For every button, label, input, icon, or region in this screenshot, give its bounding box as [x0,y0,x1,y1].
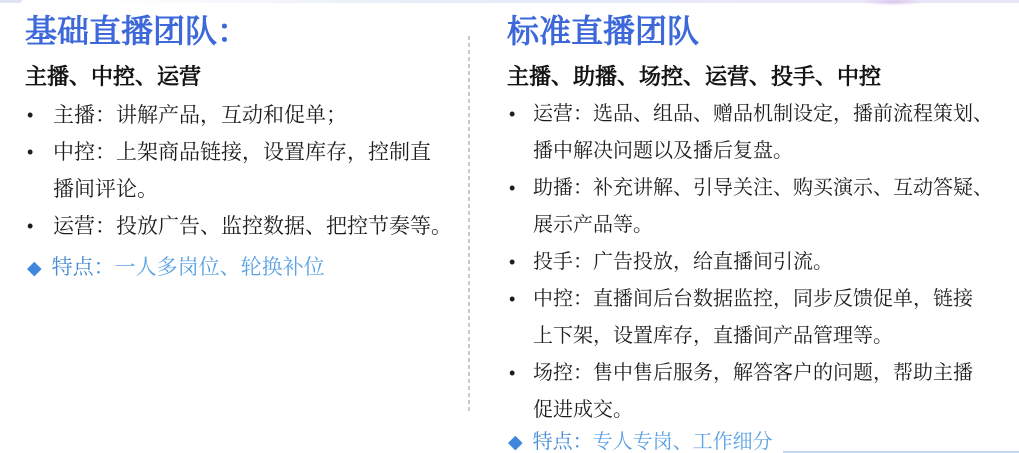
bullet-line: 运营：选品、组品、赠品机制设定，播前流程策划、 [533,103,993,125]
bullet-line: 场控：售中售后服务，解答客户的问题，帮助主播 [533,362,973,384]
feature-value: 专人专岗、工作细分 [592,431,773,453]
bullet-line: 促进成交。 [533,399,633,421]
bullet-item [507,96,1007,170]
left-feature-row [25,253,461,284]
bullet-dot-icon: • [27,142,34,162]
left-bullet-list [25,97,461,245]
bullet-line: 中控：上架商品链接，设置库存，控制直 [53,141,431,164]
top-purple-smudge-artifact [862,0,924,6]
bullet-dot-icon: • [509,289,516,309]
right-column-subtitle: 主播、助播、场控、运营、投手、中控 [507,64,882,89]
bullet-dot-icon: • [509,363,516,383]
bullet-item [507,170,1007,244]
bullet-dot-icon: • [27,105,34,125]
left-column-subtitle: 主播、中控、运营 [25,64,202,89]
bullet-item [25,97,461,134]
bullet-dot-icon: • [509,178,516,198]
bullet-line: 展示产品等。 [533,214,653,236]
bullet-item [25,134,461,208]
bullet-line: 播间评论。 [53,178,158,201]
bullet-dot-icon: • [27,216,34,236]
bullet-line: 投手：广告投放，给直播间引流。 [533,251,833,273]
bullet-line: 播中解决问题以及播后复盘。 [533,140,793,162]
left-column [25,12,461,284]
bullet-line: 上下架，设置库存，直播间产品管理等。 [533,325,893,347]
right-bullet-list [507,96,1007,429]
bullet-item [25,208,461,245]
feature-value: 一人多岗位、轮换补位 [114,256,325,279]
bullet-item [507,355,1007,429]
top-left-edge-artifact [0,0,22,3]
right-column [507,12,1007,453]
feature-label: 特点： [51,256,115,279]
left-column-heading: 基础直播团队： [25,13,250,49]
column-divider [468,36,470,414]
right-column-heading: 标准直播团队 [507,13,700,49]
diamond-bullet-icon: ◆ [508,432,523,453]
diamond-bullet-icon: ◆ [27,258,42,279]
bullet-dot-icon: • [509,104,516,124]
bullet-line: 主播：讲解产品，互动和促单； [53,104,347,127]
bullet-item [507,281,1007,355]
bullet-item [507,244,1007,281]
bullet-line: 中控：直播间后台数据监控，同步反馈促单，链接 [533,288,973,310]
feature-label: 特点： [532,431,593,453]
bullet-line: 助播：补充讲解、引导关注、购买演示、互动答疑、 [533,177,993,199]
right-feature-row [507,428,1007,453]
bullet-line: 运营：投放广告、监控数据、把控节奏等。 [53,215,452,238]
bullet-dot-icon: • [509,252,516,272]
